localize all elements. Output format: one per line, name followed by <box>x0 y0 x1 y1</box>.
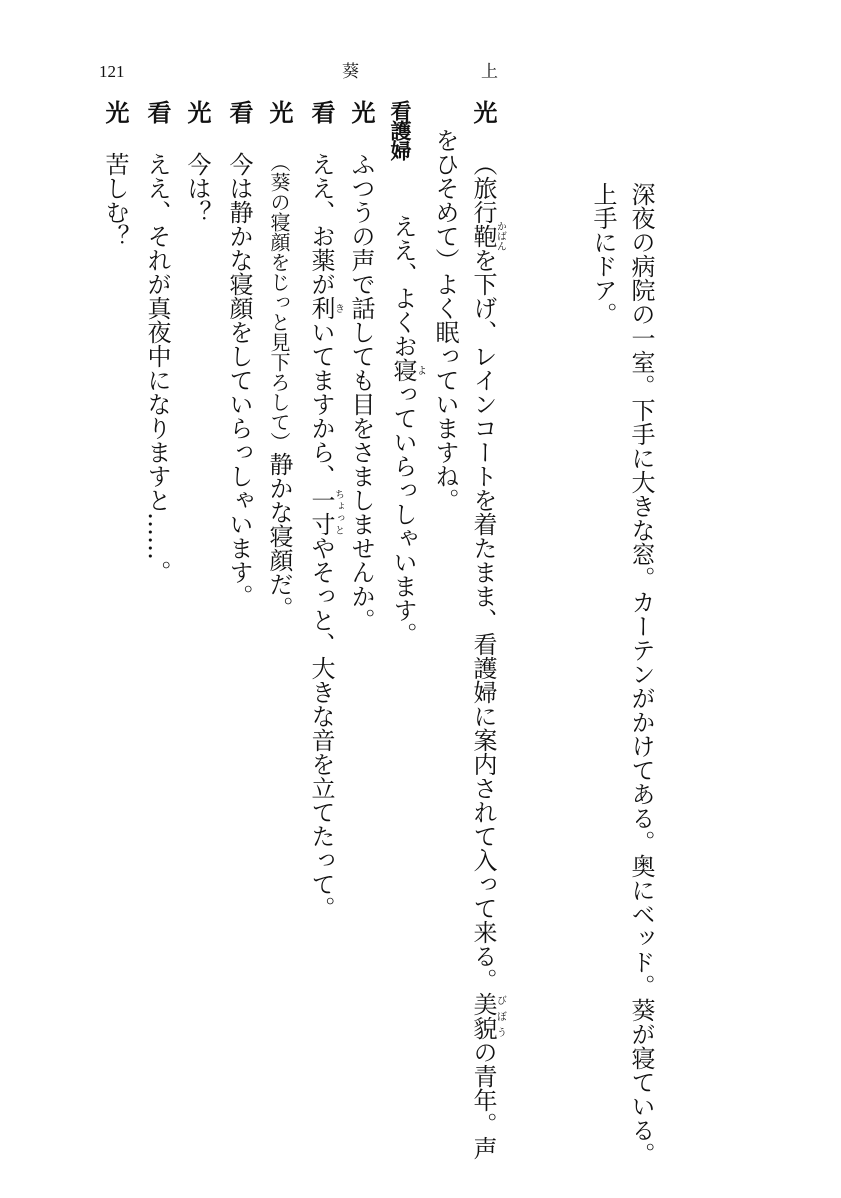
ruby-reading: かばん <box>494 221 506 251</box>
page-number: 121 <box>99 62 125 81</box>
stage-direction-line-1: 深夜の病院の一室。下手に大きな窓。カーテンがかけてある。奥にベッド。葵が寝ている。 <box>627 182 655 1166</box>
ruby-reading: き <box>332 296 344 320</box>
dialogue-text: ええ、お薬が <box>307 152 335 296</box>
dialogue-line-2 <box>386 214 425 646</box>
ruby-base: 美貌 <box>469 992 497 1040</box>
speaker-hikaru: 光 <box>469 100 498 124</box>
dialogue-line-4 <box>304 152 343 920</box>
dialogue-text: を下げ、レインコートを着たまま、看護婦に案内されて入って来る。 <box>469 248 497 992</box>
ruby-base: 利 <box>307 296 335 320</box>
stage-direction-inline: （葵の寝顔をじっと見下ろして） <box>267 152 291 452</box>
dialogue-text: の青年。声 <box>469 1040 497 1160</box>
dialogue-text: ええ、よくお <box>389 214 417 358</box>
ruby-word <box>389 358 426 382</box>
speaker-nurse: 看護婦 <box>388 100 413 160</box>
ruby-base: 一寸 <box>307 488 335 536</box>
ruby-reading: ちょっと <box>332 488 344 536</box>
dialogue-text: 静かな寝顔だ。 <box>265 452 293 620</box>
ruby-base: 寝 <box>389 358 417 382</box>
ruby-word <box>469 221 506 251</box>
speaker-nurse-short: 看 <box>225 100 254 124</box>
speaker-nurse-short: 看 <box>143 100 172 124</box>
ruby-base: 鞄 <box>469 221 497 251</box>
stage-direction-line-2: 上手にドア。 <box>589 182 617 326</box>
ruby-word <box>307 296 344 320</box>
speaker-hikaru: 光 <box>101 100 130 124</box>
volume-mark: 上 <box>481 62 498 82</box>
ruby-word <box>307 488 344 536</box>
dialogue-line-8: ええ、それが真夜中になりますと……。 <box>143 152 171 584</box>
dialogue-line-9: 苦しむ？ <box>101 152 129 248</box>
dialogue-text: っていらっしゃいます。 <box>389 382 417 646</box>
speaker-nurse-short: 看 <box>307 100 336 124</box>
speaker-hikaru: 光 <box>183 100 212 124</box>
dialogue-line-5 <box>262 152 296 620</box>
speaker-hikaru: 光 <box>347 100 376 124</box>
dialogue-line-6: 今は静かな寝顔をしていらっしゃいます。 <box>225 152 253 608</box>
dialogue-line-3: ふつうの声で話しても目をさましませんか。 <box>347 152 375 632</box>
ruby-reading: よ <box>414 358 426 382</box>
ruby-word <box>469 992 506 1040</box>
dialogue-text: いてますから、 <box>307 320 335 488</box>
ruby-reading: びぼう <box>494 992 506 1040</box>
dialogue-text: （旅行 <box>469 152 497 224</box>
dialogue-text: やそっと、大きな音を立てたって。 <box>307 536 335 920</box>
dialogue-line-7: 今は？ <box>183 152 211 224</box>
dialogue-line-1-cont: をひそめて）よく眠っていますね。 <box>431 128 459 512</box>
speaker-hikaru: 光 <box>265 100 294 124</box>
dialogue-line-1 <box>466 152 505 1160</box>
running-title: 葵 <box>342 62 359 82</box>
